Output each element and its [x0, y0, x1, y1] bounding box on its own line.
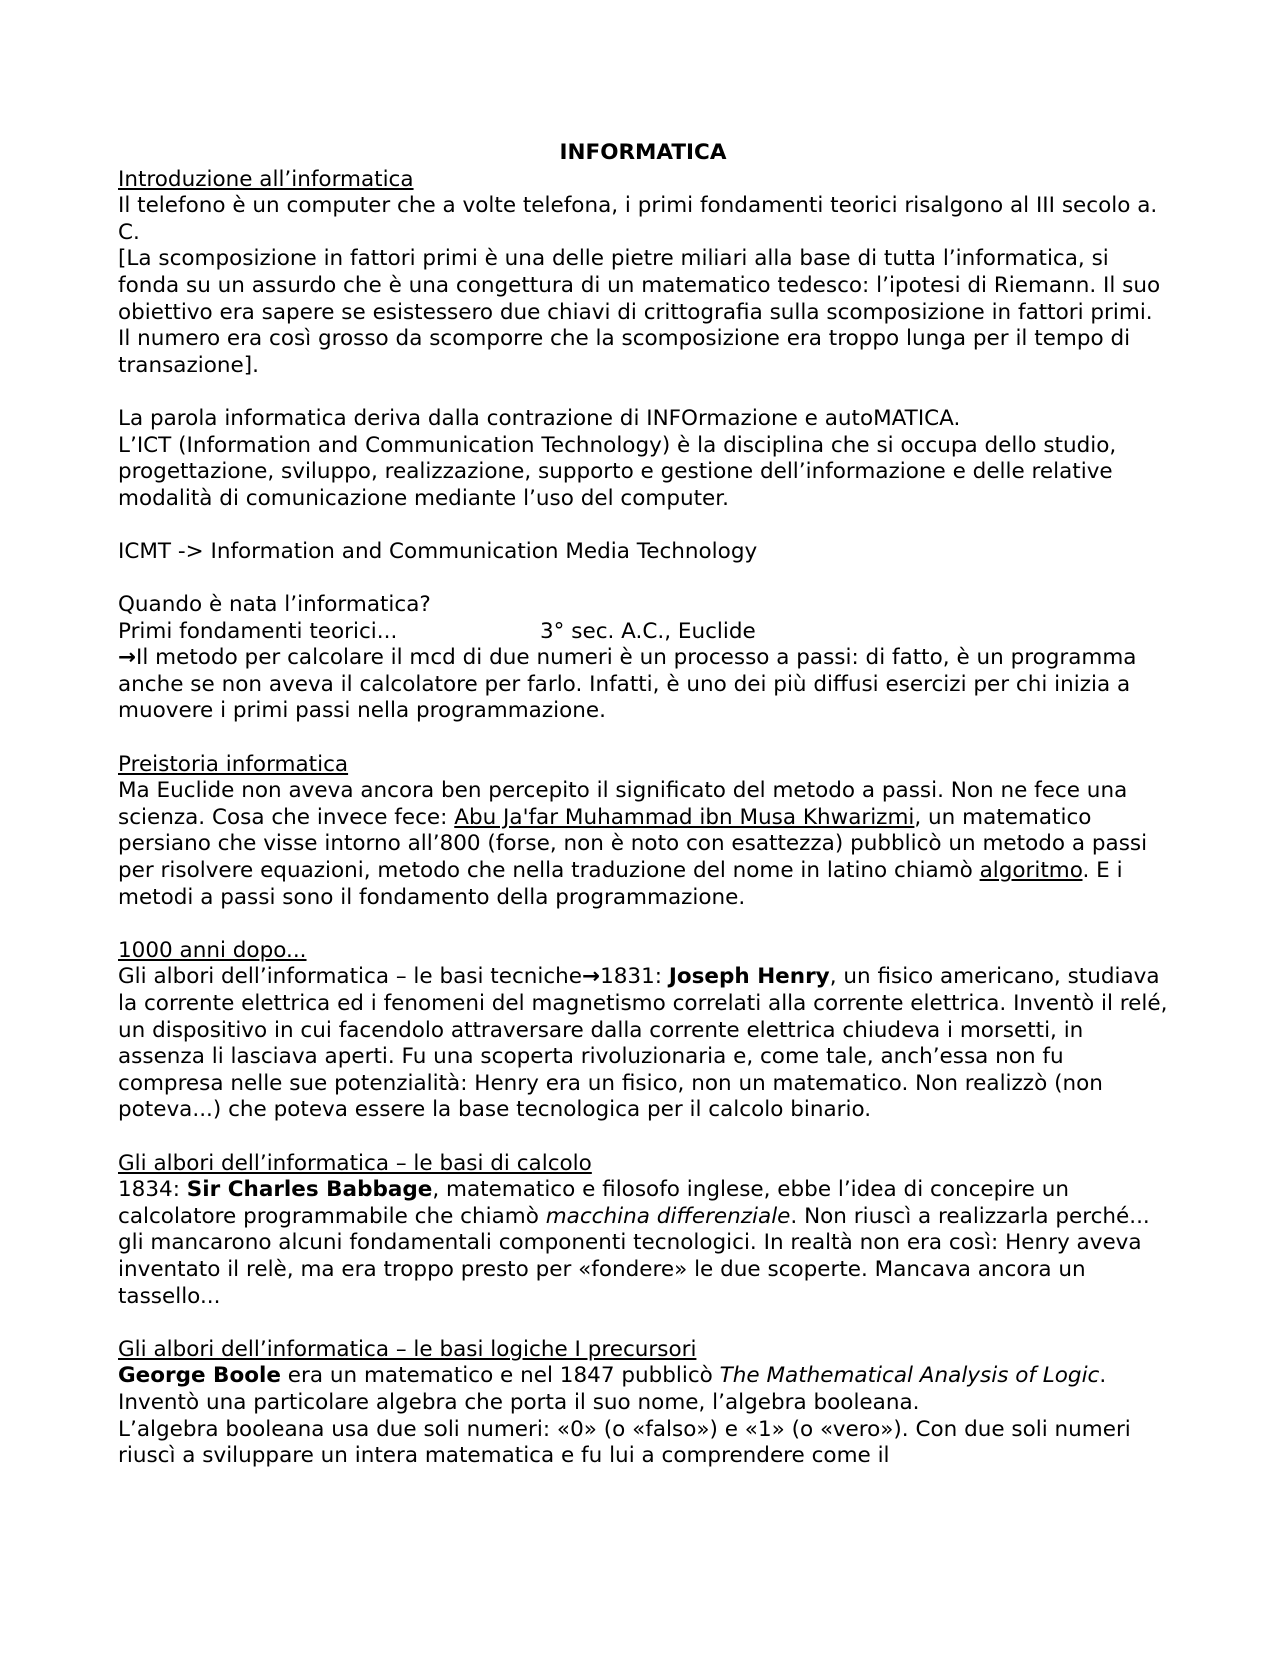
paragraph-text: era un matematico e nel 1847 pubblicò: [280, 1363, 720, 1389]
paragraph-text: , un matematico persiano che visse intorno all’800 (forse, non è noto con esattezza) pubblicò un metodo a passi per risolvere equazioni, metodo che nella traduzione del nome in latino chiamò: [118, 804, 1148, 884]
blank-line: [118, 1310, 1168, 1337]
page-title: INFORMATICA: [559, 140, 727, 165]
blank-line: [118, 512, 1168, 539]
paragraph-text: 1831:: [600, 964, 669, 990]
italic-book-title: The Mathematical Analysis of Logic: [719, 1363, 1100, 1389]
paragraph-text: . Inventò una particolare algebra che porta il suo nome, l’algebra booleana.: [118, 1363, 1107, 1415]
blank-line: [118, 911, 1168, 938]
section-heading-basi-logiche: Gli albori dell’informatica – le basi logiche I precursori: [118, 1336, 697, 1362]
paragraph-text: . Non riuscì a realizzarla perché... gli mancarono alcuni fondamentali componenti tecnologici. In realtà non era così: Henry aveva inventato il relè, ma era troppo presto per «fondere» le due scoperte. Mancava ancora un tassello...: [118, 1203, 1150, 1309]
paragraph: L’algebra booleana usa due soli numeri: «0» (o «falso») e «1» (o «vero»). Con due soli numeri riuscì a sviluppare un intera matematica e fu lui a comprendere come il: [118, 1416, 1131, 1469]
blank-line: [118, 566, 1168, 593]
paragraph: [118, 1363, 1168, 1416]
paragraph: Il telefono è un computer che a volte telefona, i primi fondamenti teorici risalgono al III secolo a. C.: [118, 193, 1158, 245]
paragraph: [118, 964, 1168, 1124]
paragraph-text: Ma Euclide non aveva ancora ben percepito il significato del metodo a passi. Non ne fece una scienza. Cosa che invece fece:: [118, 778, 1128, 830]
blank-line: [118, 725, 1168, 752]
section-heading-introduzione: Introduzione all’informatica: [118, 166, 414, 192]
paragraph: [118, 778, 1168, 911]
tab-right-text: 3° sec. A.C., Euclide: [540, 618, 756, 644]
paragraph-text: Gli albori dell’informatica – le basi tecniche: [118, 964, 583, 990]
section-heading-basi-calcolo: Gli albori dell’informatica – le basi di calcolo: [118, 1150, 592, 1176]
paragraph: L’ICT (Information and Communication Technology) è la disciplina che si occupa dello studio, progettazione, sviluppo, realizzazione, supporto e gestione dell’informazione e delle relative modalità di comunicazione mediante l’uso del computer.: [118, 432, 1117, 511]
paragraph-text: , matematico e filosofo inglese, ebbe l’idea di concepire un calcolatore programmabile che chiamò: [118, 1177, 1069, 1229]
bold-name: Sir Charles Babbage: [186, 1177, 433, 1203]
document-page: [118, 140, 1168, 1470]
bold-name: Joseph Henry: [668, 964, 830, 990]
paragraph-text: 1834:: [118, 1177, 187, 1203]
underlined-name: Abu Ja'far Muhammad ibn Musa Khwarizmi: [454, 804, 915, 830]
paragraph-text: Il metodo per calcolare il mcd di due numeri è un processo a passi: di fatto, è un programma anche se non aveva il calcolatore per farlo. Infatti, è uno dei più diffusi esercizi per chi inizia a muovere i primi passi nella programmazione.: [118, 645, 1137, 724]
italic-term: macchina differenziale: [545, 1203, 791, 1229]
paragraph-with-tab: [118, 619, 1168, 646]
section-heading-preistoria: Preistoria informatica: [118, 751, 349, 777]
paragraph-text: . E i metodi a passi sono il fondamento della programmazione.: [118, 858, 1123, 910]
arrow-icon: →: [118, 645, 137, 671]
paragraph: [118, 645, 1168, 725]
paragraph: ICMT -> Information and Communication Media Technology: [118, 538, 758, 564]
paragraph: [La scomposizione in fattori primi è una delle pietre miliari alla base di tutta l’informatica, si fonda su un assurdo che è una congettura di un matematico tedesco: l’ipotesi di Riemann. Il suo obiettivo era sapere se esistessero due chiavi di crittografia sulla scomposizione in fattori primi. Il numero era così grosso da scomporre che la scomposizione era troppo lunga per il tempo di transazione].: [118, 246, 1161, 378]
section-heading-1000-anni: 1000 anni dopo...: [118, 937, 307, 963]
arrow-icon: →: [582, 964, 601, 990]
underlined-term: algoritmo: [979, 858, 1083, 884]
paragraph-text: , un fisico americano, studiava la corrente elettrica ed i fenomeni del magnetismo correlati alla corrente elettrica. Inventò il relé, un dispositivo in cui facendolo attraversare dalla corrente elettrica chiudeva i morsetti, in assenza li lasciava aperti. Fu una scoperta rivoluzionaria e, come tale, anch’essa non fu compresa nelle sue potenzialità: Henry era un fisico, non un matematico. Non realizzò (non poteva...) che poteva essere la base tecnologica per il calcolo binario.: [118, 964, 1168, 1123]
paragraph: La parola informatica deriva dalla contrazione di INFOrmazione e autoMATICA.: [118, 405, 961, 431]
bold-name: George Boole: [118, 1363, 281, 1389]
paragraph: [118, 1177, 1168, 1310]
tab-left-text: Primi fondamenti teorici...: [118, 618, 398, 644]
paragraph: Quando è nata l’informatica?: [118, 592, 431, 618]
blank-line: [118, 1124, 1168, 1151]
blank-line: [118, 379, 1168, 406]
